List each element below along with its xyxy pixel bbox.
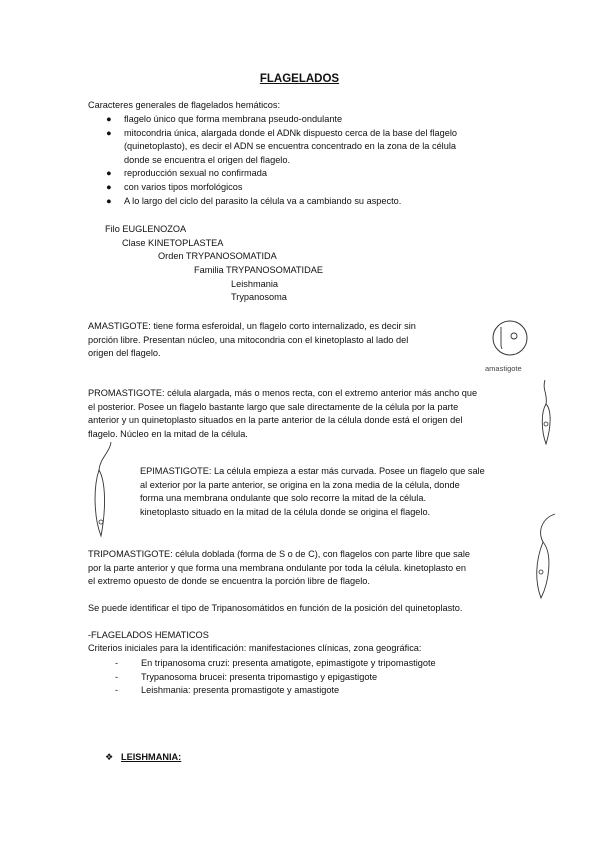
taxonomy-clase: Clase KINETOPLASTEA [122, 238, 224, 248]
amastigote-figure-label: amastigote [485, 364, 522, 373]
list-item: ● con varios tipos morfológicos [124, 181, 457, 195]
list-item: - En tripanosoma cruzi: presenta amatigote, epimastigote y tripomastigote [115, 658, 436, 668]
tripomastigote-paragraph: TRIPOMASTIGOTE: célula doblada (forma de S o de C), con flagelos con parte libre que sale por la parte anterior y que forma una membrana ondulante por toda la célula. kinetoplasto en el extremo opuesto de donde se encuentra la porción libre de flagelo. [88, 549, 470, 587]
taxonomy-filo: Filo EUGLENOZOA [105, 224, 187, 234]
bullet-icon: ● [106, 127, 112, 138]
hematicos-heading: -FLAGELADOS HEMATICOS [88, 630, 209, 640]
list-item: ● A lo largo del ciclo del parasito la célula va a cambiando su aspecto. [124, 195, 457, 209]
amastigote-paragraph: AMASTIGOTE: tiene forma esferoidal, un flagelo corto internalizado, es decir sin porción libre. Presentan núcleo, una mitocondria con el kinetoplasto al lado del origen del flagelo. [88, 321, 416, 359]
list-item: - Leishmania: presenta promastigote y amastigote [115, 685, 340, 696]
list-item-continuation: donde se encuentra el origen del flagelo. [124, 154, 291, 165]
bullet-icon: ● [106, 181, 112, 192]
characteristics-list [106, 113, 458, 208]
bullet-icon: ● [106, 114, 112, 124]
list-item: - Trypanosoma brucei: presenta tripomastigo y epigastigote [115, 671, 378, 682]
tripomastigote-figure [525, 512, 565, 602]
list-item-continuation: (quinetoplasto), es decir el ADN se encuentra concentrado en la zona de la célula [124, 141, 456, 152]
promastigote-paragraph: PROMASTIGOTE: célula alargada, más o menos recta, con el extremo anterior más ancho que el posterior. Posee un flagelo bastante largo que sale directamente de la célula por la parte anterior y un quinetoplasto situados en la parte anterior de la célula donde está el origen del flagelo. Núcleo en la mitad de la célula. [88, 388, 478, 439]
page-title: FLAGELADOS [259, 73, 340, 85]
bullet-icon: ● [106, 168, 112, 179]
list-item: ● flagelo único que forma membrana pseudo-ondulante [124, 113, 457, 127]
list-item: ● mitocondria única, alargada donde el ADNk dispuesto cerca de la base del flagelo [124, 127, 457, 141]
list-item: ● reproducción sexual no confirmada [124, 167, 457, 181]
taxonomy-genus-leishmania: Leishmania [231, 279, 278, 289]
hematicos-list [115, 657, 436, 698]
bullet-icon: ● [106, 195, 112, 206]
taxonomy-genus-trypanosoma: Trypanosoma [231, 292, 287, 302]
leishmania-heading: LEISHMANIA: [121, 752, 182, 762]
epimastigote-figure [88, 440, 123, 540]
hematicos-criteria: Criterios iniciales para la identificación: manifestaciones clínicas, zona geográfica: [88, 643, 422, 653]
taxonomy-familia: Familia TRYPANOSOMATIDAE [194, 265, 323, 275]
identification-text: Se puede identificar el tipo de Tripanosomátidos en función de la posición del quinetoplasto. [88, 603, 463, 613]
diamond-bullet-icon: ❖ [105, 752, 114, 762]
intro-text: Caracteres generales de flagelados hemáticos: [88, 100, 281, 110]
taxonomy-orden: Orden TRYPANOSOMATIDA [158, 251, 277, 261]
promastigote-figure [535, 378, 565, 448]
epimastigote-paragraph: EPIMASTIGOTE: La célula empieza a estar más curvada. Posee un flagelo que sale al exterior por la parte anterior, se origina en la zona media de la célula, donde forma una membrana ondulante que solo recorre la mitad de la célula. kinetoplasto situado en la mitad de la célula donde se origina el flagelo. [140, 466, 485, 517]
